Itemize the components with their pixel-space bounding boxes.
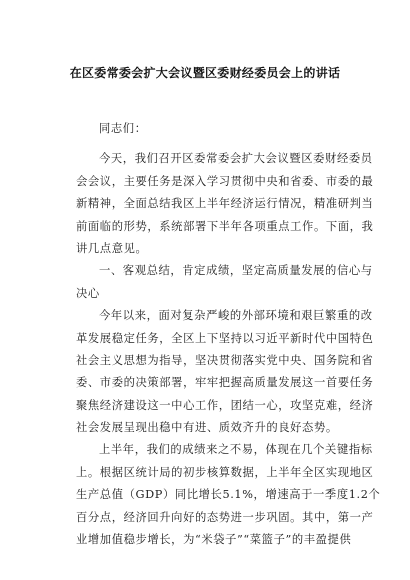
- paragraph-line: 讲几点意见。: [76, 241, 148, 255]
- paragraph-line: 前面临的形势，系统部署下半年各项重点工作。下面，我: [76, 219, 374, 233]
- section-heading-line: 决心: [76, 286, 100, 300]
- document-title: 在区委常委会扩大会议暨区委财经委员会上的讲话: [69, 66, 341, 80]
- paragraph-line: 新精神，全面总结我区上半年经济运行情况，精准研判当: [76, 197, 374, 211]
- paragraph-line: 今天，我们召开区委常委会扩大会议暨区委财经委员: [99, 152, 373, 166]
- paragraph-line: 百分点，经济回升向好的态势进一步巩固。其中，第一产: [76, 510, 374, 524]
- paragraph-line: 社会主义思想为指导，坚决贯彻落实党中央、国务院和省: [76, 353, 374, 367]
- paragraph-line: 社会发展呈现出稳中有进、质效齐升的良好态势。: [76, 421, 338, 435]
- paragraph-line: 生产总值（GDP）同比增长5.1%，增速高于一季度1.2个: [76, 488, 381, 502]
- paragraph-line: 革发展稳定任务，全区上下坚持以习近平新时代中国特色: [76, 331, 374, 345]
- section-heading-line: 一、客观总结，肯定成绩，坚定高质量发展的信心与: [99, 264, 373, 278]
- paragraph-line: 业增加值稳步增长，为“米袋子”“菜篮子”的丰盈提供: [76, 533, 352, 547]
- document-body: [76, 118, 381, 551]
- paragraph-line: 上。根据区统计局的初步核算数据，上半年全区实现地区: [76, 465, 374, 479]
- paragraph-line: 今年以来，面对复杂严峻的外部环境和艰巨繁重的改: [99, 309, 373, 323]
- paragraph-line: 会会议，主要任务是深入学习贯彻中央和省委、市委的最: [76, 174, 374, 188]
- paragraph-line: 上半年，我们的成绩来之不易，体现在几个关键指标: [99, 443, 373, 457]
- paragraph-line: 委、市委的决策部署，牢牢把握高质量发展这一首要任务: [76, 376, 374, 390]
- paragraph-line: 聚焦经济建设这一中心工作，团结一心，攻坚克难，经济: [76, 398, 374, 412]
- salutation: 同志们：: [99, 122, 147, 135]
